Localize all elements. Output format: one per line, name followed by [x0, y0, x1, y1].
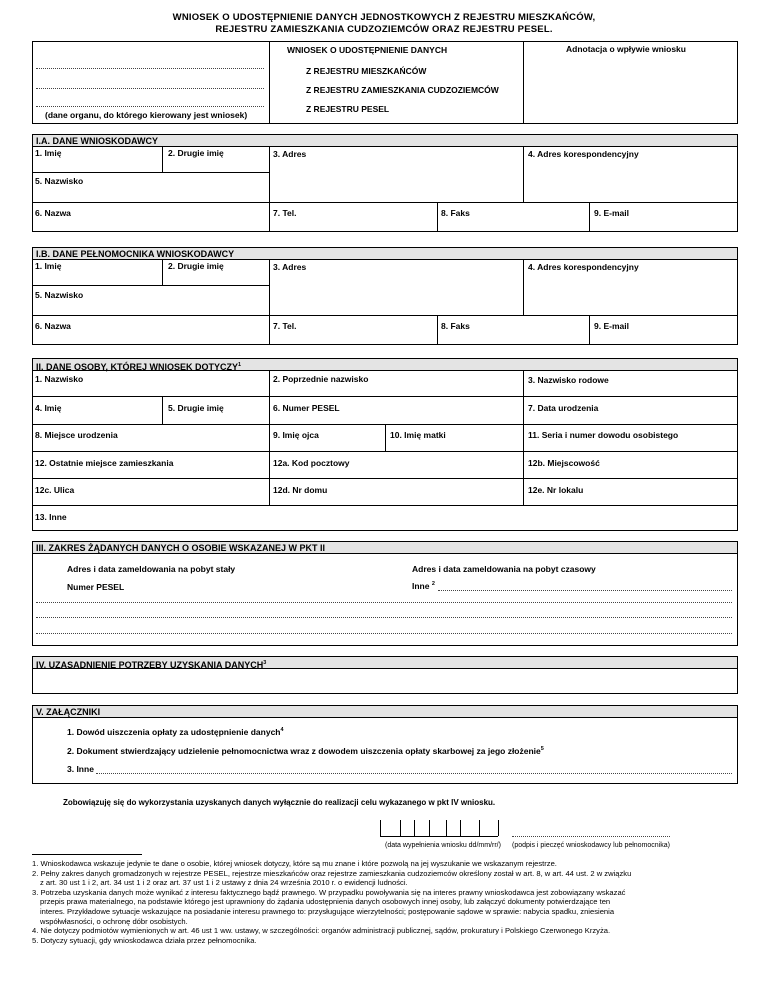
ii-pesel-field[interactable]: 6. Numer PESEL — [273, 403, 340, 413]
organ-line-3[interactable] — [36, 106, 264, 107]
ia-first-name-field[interactable]: 1. Imię — [35, 148, 62, 158]
ib-address-field[interactable]: 3. Adres — [273, 262, 307, 272]
option-register-foreigners[interactable]: Z REJESTRU ZAMIESZKANIA CUDZOZIEMCÓW — [306, 85, 499, 95]
footnote-2: 2. Pełny zakres danych gromadzonych w rejestrze PESEL, rejestrze mieszkańców oraz rejestrze zamieszkania cudzoziemców określony został w art. 8, w art. 44 ust. 2 w związku — [32, 868, 632, 878]
ib-first-name-field[interactable]: 1. Imię — [35, 261, 62, 271]
option-register-pesel[interactable]: Z REJESTRU PESEL — [306, 104, 390, 114]
signature-caption: (podpis i pieczęć wnioskodawcy lub pełnomocnika) — [512, 842, 670, 849]
ii-father-name-field[interactable]: 9. Imię ojca — [273, 430, 319, 440]
v-power-of-attorney-item[interactable]: 2. Dokument stwierdzający udzielenie pełnomocnictwa wraz z dowodem uiszczenia opłaty skarbowej za jego złożenie$^5$ — [67, 746, 544, 756]
ib-correspondence-address-field[interactable]: 4. Adres korespondencyjny — [528, 262, 639, 272]
date-input-boxes[interactable] — [380, 820, 499, 836]
iii-other-line-3[interactable] — [36, 633, 732, 634]
ii-postal-code-field[interactable]: 12a. Kod pocztowy — [273, 458, 350, 468]
footnote-1: 1. Wnioskodawca wskazuje jedynie te dane o osobie, której wniosek dotyczy, które są mu znane i które pozwolą na jej wyszukanie we wskazanym rejestrze. — [32, 859, 557, 868]
ib-phone-field[interactable]: 7. Tel. — [273, 321, 297, 331]
footnote-5: 5. Dotyczy sytuacji, gdy wnioskodawca działa przez pełnomocnika. — [32, 935, 257, 945]
section-ib-title: I.B. DANE PEŁNOMOCNIKA WNIOSKODAWCY — [32, 247, 738, 260]
ii-surname-field[interactable]: 1. Nazwisko — [35, 374, 84, 384]
ib-second-name-field[interactable]: 2. Drugie imię — [168, 261, 224, 271]
v-other-line[interactable] — [96, 773, 732, 774]
iii-other-line-2[interactable] — [36, 617, 732, 618]
organ-line-2[interactable] — [36, 88, 264, 89]
ib-email-field[interactable]: 9. E-mail — [594, 321, 629, 331]
form-title-line-1: WNIOSEK O UDOSTĘPNIENIE DANYCH JEDNOSTKOWYCH Z REJESTRU MIESZKAŃCÓW, — [172, 12, 596, 23]
organ-label: (dane organu, do którego kierowany jest wniosek) — [45, 110, 248, 120]
v-fee-proof-item[interactable]: 1. Dowód uiszczenia opłaty za udostępnienie danych$^4$ — [67, 727, 284, 737]
ii-other-field[interactable]: 13. Inne — [35, 512, 67, 522]
ia-name-field[interactable]: 6. Nazwa — [35, 208, 71, 218]
ia-correspondence-address-field[interactable]: 4. Adres korespondencyjny — [528, 149, 639, 159]
iii-pesel-option[interactable]: Numer PESEL — [67, 582, 125, 592]
signature-line[interactable] — [512, 836, 670, 837]
ii-first-name-field[interactable]: 4. Imię — [35, 403, 62, 413]
ib-fax-field[interactable]: 8. Faks — [441, 321, 470, 331]
section-ii-title: II. DANE OSOBY, KTÓREJ WNIOSEK DOTYCZY$^1$ — [32, 358, 738, 371]
organ-line-1[interactable] — [36, 68, 264, 69]
iii-temporary-residence-option[interactable]: Adres i data zameldowania na pobyt czasowy — [412, 564, 596, 574]
option-register-residents[interactable]: Z REJESTRU MIESZKAŃCÓW — [306, 66, 427, 76]
section-iii-title: III. ZAKRES ŻĄDANYCH DANYCH O OSOBIE WSKAZANEJ W PKT II — [32, 541, 738, 554]
ii-birth-date-field[interactable]: 7. Data urodzenia — [528, 403, 599, 413]
ia-second-name-field[interactable]: 2. Drugie imię — [168, 148, 224, 158]
footnote-3-cont-3: współwłasności, o ochronę dóbr osobistych. — [40, 916, 188, 926]
ia-email-field[interactable]: 9. E-mail — [594, 208, 629, 218]
iii-other-line-1[interactable] — [36, 602, 732, 603]
iii-other-option[interactable]: Inne $^2$ — [412, 581, 435, 591]
iv-justification-field[interactable] — [32, 668, 738, 694]
ii-second-name-field[interactable]: 5. Drugie imię — [168, 403, 224, 413]
footnote-3: 3. Potrzeba uzyskania danych może wynikać z interesu faktycznego bądź prawnego. W przypadku powoływania się na interes prawny wnioskodawca jest zobowiązany wskazać — [32, 887, 626, 897]
ii-family-name-field[interactable]: 3. Nazwisko rodowe — [528, 375, 609, 385]
footnote-3-cont-2: interes. Przykładowe sytuacje wskazujące na posiadanie interesu prawnego to: przysługujące wierzytelności; postępowanie sądowe w sprawie: nabycia spadku, zniesienia — [40, 906, 615, 916]
ii-birth-place-field[interactable]: 8. Miejsce urodzenia — [35, 430, 118, 440]
iii-permanent-residence-option[interactable]: Adres i data zameldowania na pobyt stały — [67, 564, 236, 574]
ii-flat-number-field[interactable]: 12e. Nr lokalu — [528, 485, 584, 495]
ib-name-field[interactable]: 6. Nazwa — [35, 321, 71, 331]
ii-last-residence-field[interactable]: 12. Ostatnie miejsce zamieszkania — [35, 458, 174, 468]
section-ia-title: I.A. DANE WNIOSKODAWCY — [32, 134, 738, 147]
request-title: WNIOSEK O UDOSTĘPNIENIE DANYCH — [287, 45, 448, 55]
v-other-item[interactable]: 3. Inne — [67, 764, 94, 774]
footnotes — [32, 859, 732, 945]
ib-surname-field[interactable]: 5. Nazwisko — [35, 290, 84, 300]
footnote-divider — [32, 854, 142, 855]
commitment-statement: Zobowiązuję się do wykorzystania uzyskanych danych wyłącznie do realizacji celu wykazanego w pkt IV wniosku. — [63, 798, 496, 807]
annotation-label: Adnotacja o wpływie wniosku — [566, 44, 686, 54]
date-caption: (data wypełnienia wniosku dd/mm/rr/) — [385, 842, 501, 849]
ii-previous-surname-field[interactable]: 2. Poprzednie nazwisko — [273, 374, 369, 384]
ii-id-card-field[interactable]: 11. Seria i numer dowodu osobistego — [528, 430, 679, 440]
ii-town-field[interactable]: 12b. Miejscowość — [528, 458, 600, 468]
footnote-4: 4. Nie dotyczy podmiotów wymienionych w art. 46 ust 1 ww. ustawy, w szczególności: organów administracji publicznej, sądów, prokuratury i Polskiego Czerwonego Krzyża. — [32, 926, 611, 936]
footnote-3-cont-1: przepis prawa materialnego, na podstawie którego jest uprawniony do żądania udostępnienia danych osobowych innej osoby, lub załączyć dokumenty potwierdzające ten — [40, 897, 611, 907]
section-iv-title: IV. UZASADNIENIE POTRZEBY UZYSKANIA DANYCH$^3$ — [32, 656, 738, 669]
ia-address-field[interactable]: 3. Adres — [273, 149, 307, 159]
ii-mother-name-field[interactable]: 10. Imię matki — [390, 430, 446, 440]
ia-phone-field[interactable]: 7. Tel. — [273, 208, 297, 218]
ii-street-field[interactable]: 12c. Ulica — [35, 485, 75, 495]
section-v-title: V. ZAŁĄCZNIKI — [32, 705, 738, 718]
footnote-2-cont: z art. 30 ust 1 i 2, art. 34 ust 1 i 2 oraz art. 37 ust 1 i 2 ustawy z dnia 24 września 2010 r. o ewidencji ludności. — [40, 878, 408, 888]
ia-surname-field[interactable]: 5. Nazwisko — [35, 176, 84, 186]
ia-fax-field[interactable]: 8. Faks — [441, 208, 470, 218]
ii-house-number-field[interactable]: 12d. Nr domu — [273, 485, 328, 495]
form-title-line-2: REJESTRU ZAMIESZKANIA CUDZOZIEMCÓW ORAZ REJESTRU PESEL. — [215, 24, 553, 35]
